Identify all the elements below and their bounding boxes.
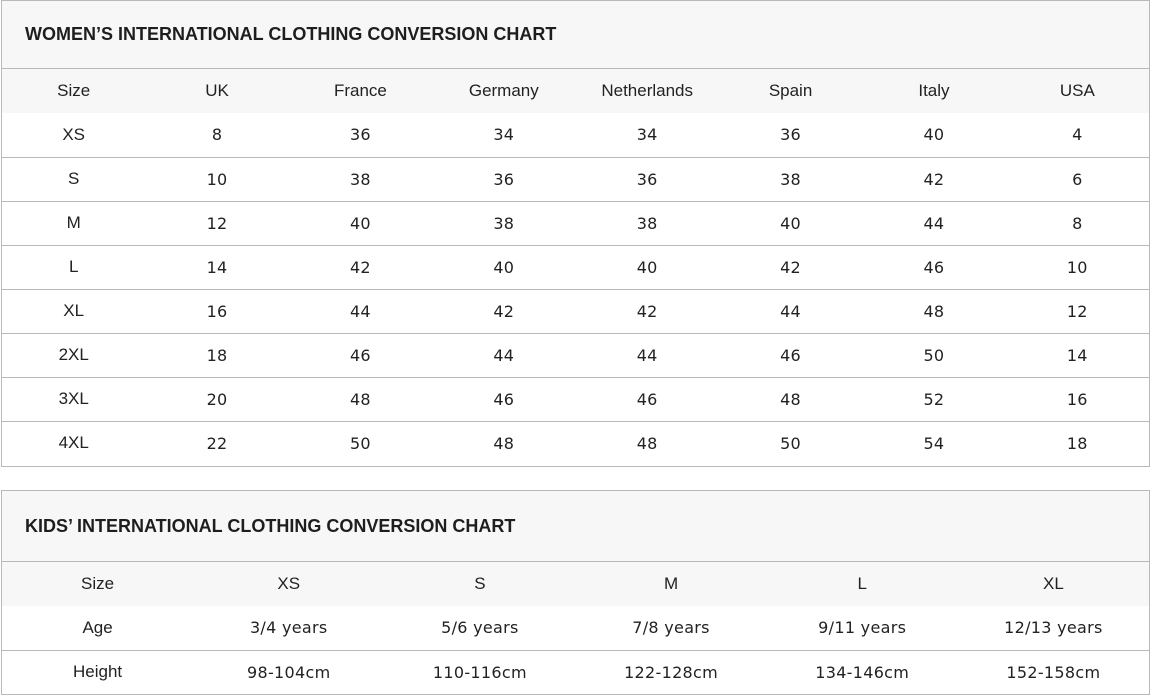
table-cell: 46 (349, 345, 371, 365)
kids-conversion-chart (1, 490, 1150, 695)
table-cell: 46 (493, 389, 515, 409)
table-cell: 42 (493, 301, 515, 321)
table-cell: 5/6 years (441, 618, 519, 638)
row-label-cell: XS (62, 124, 86, 144)
row-label-cell: L (68, 257, 79, 276)
table-cell: 46 (780, 345, 802, 365)
column-header: Spain (768, 81, 813, 100)
table-cell: 152-158cm (1006, 662, 1101, 682)
table-cell: 40 (780, 213, 802, 233)
table-row (2, 157, 1149, 201)
column-header: L (857, 574, 867, 593)
table-cell: 36 (780, 125, 802, 145)
column-header: USA (1059, 81, 1095, 100)
kids-size-table (2, 562, 1149, 694)
table-cell: 134-146cm (815, 662, 910, 682)
table-row (2, 113, 1149, 157)
table-cell: 40 (636, 257, 658, 277)
women-conversion-chart (1, 0, 1150, 467)
table-cell: 38 (780, 169, 802, 189)
table-cell: 34 (493, 125, 515, 145)
table-cell: 44 (636, 345, 658, 365)
table-cell: 7/8 years (632, 618, 710, 638)
column-header: Size (57, 81, 91, 100)
column-header: Italy (918, 81, 950, 100)
column-header: XL (1042, 574, 1064, 593)
table-cell: 8 (211, 125, 223, 145)
kids-table-body (2, 606, 1149, 694)
table-cell: 16 (206, 301, 228, 321)
table-row (2, 245, 1149, 289)
table-cell: 48 (493, 433, 515, 453)
table-cell: 52 (923, 389, 945, 409)
kids-chart-title: KIDS’ INTERNATIONAL CLOTHING CONVERSION CHART (2, 491, 1149, 562)
table-cell: 14 (206, 257, 228, 277)
table-cell: 48 (636, 433, 658, 453)
column-header: M (663, 574, 679, 593)
row-label-cell: Age (82, 617, 113, 637)
table-cell: 42 (923, 169, 945, 189)
table-cell: 18 (206, 345, 228, 365)
row-label-cell: 4XL (58, 433, 89, 453)
column-header: Netherlands (601, 81, 694, 100)
row-label-cell: M (66, 213, 81, 232)
column-header: UK (205, 81, 229, 100)
table-cell: 22 (206, 433, 228, 453)
table-cell: 42 (349, 257, 371, 277)
table-cell: 42 (780, 257, 802, 277)
table-cell: 46 (636, 389, 658, 409)
table-cell: 20 (206, 389, 228, 409)
table-cell: 48 (349, 389, 371, 409)
table-cell: 36 (636, 169, 658, 189)
row-label-cell: S (68, 169, 80, 188)
table-cell: 36 (349, 125, 371, 145)
table-cell: 50 (923, 345, 945, 365)
row-label-cell: 3XL (58, 389, 89, 408)
table-row (2, 289, 1149, 333)
table-cell: 122-128cm (624, 662, 719, 682)
table-row (2, 333, 1149, 377)
row-label-cell: Height (73, 662, 123, 682)
women-size-table (2, 69, 1149, 465)
table-cell: 14 (1066, 345, 1088, 365)
table-cell: 9/11 years (818, 618, 907, 638)
table-cell: 98-104cm (247, 662, 331, 682)
table-cell: 40 (349, 213, 371, 233)
table-row (2, 377, 1149, 421)
row-label-cell: 2XL (58, 345, 89, 364)
table-cell: 110-116cm (432, 662, 527, 682)
column-header: Size (81, 574, 115, 593)
table-cell: 18 (1066, 433, 1088, 453)
table-cell: 40 (923, 125, 945, 145)
table-cell: 12 (1066, 301, 1088, 321)
column-header: S (474, 574, 486, 593)
table-cell: 44 (349, 301, 371, 321)
table-cell: 12 (206, 213, 228, 233)
table-cell: 3/4 years (249, 618, 328, 638)
table-cell: 4 (1072, 125, 1083, 145)
women-chart-title: WOMEN’S INTERNATIONAL CLOTHING CONVERSION CHART (2, 1, 1149, 69)
table-cell: 12/13 years (1004, 618, 1103, 638)
table-cell: 44 (780, 301, 802, 321)
table-cell: 54 (923, 433, 945, 453)
table-cell: 40 (493, 257, 515, 277)
table-cell: 16 (1066, 389, 1088, 409)
table-row (2, 650, 1149, 694)
column-header: France (333, 81, 387, 100)
table-cell: 46 (923, 257, 945, 277)
table-cell: 42 (636, 301, 658, 321)
table-row (2, 606, 1149, 650)
table-cell: 38 (349, 169, 371, 189)
table-cell: 8 (1072, 213, 1083, 233)
table-row (2, 421, 1149, 465)
table-cell: 50 (780, 433, 802, 453)
table-cell: 38 (636, 213, 658, 233)
table-cell: 44 (493, 345, 515, 365)
table-row (2, 201, 1149, 245)
row-label-cell: XL (63, 301, 85, 320)
table-cell: 10 (1066, 257, 1088, 277)
table-cell: 48 (923, 301, 945, 321)
column-header: Germany (468, 81, 539, 100)
table-cell: 38 (493, 213, 515, 233)
table-cell: 34 (636, 125, 658, 145)
table-cell: 10 (206, 169, 228, 189)
table-cell: 48 (780, 389, 802, 409)
table-cell: 36 (493, 169, 515, 189)
table-cell: 6 (1072, 169, 1083, 189)
table-cell: 50 (349, 433, 371, 453)
column-header: XS (277, 574, 301, 593)
table-cell: 44 (923, 213, 945, 233)
kids-header-row (2, 562, 1149, 606)
women-table-body (2, 113, 1149, 465)
women-header-row (2, 69, 1149, 113)
